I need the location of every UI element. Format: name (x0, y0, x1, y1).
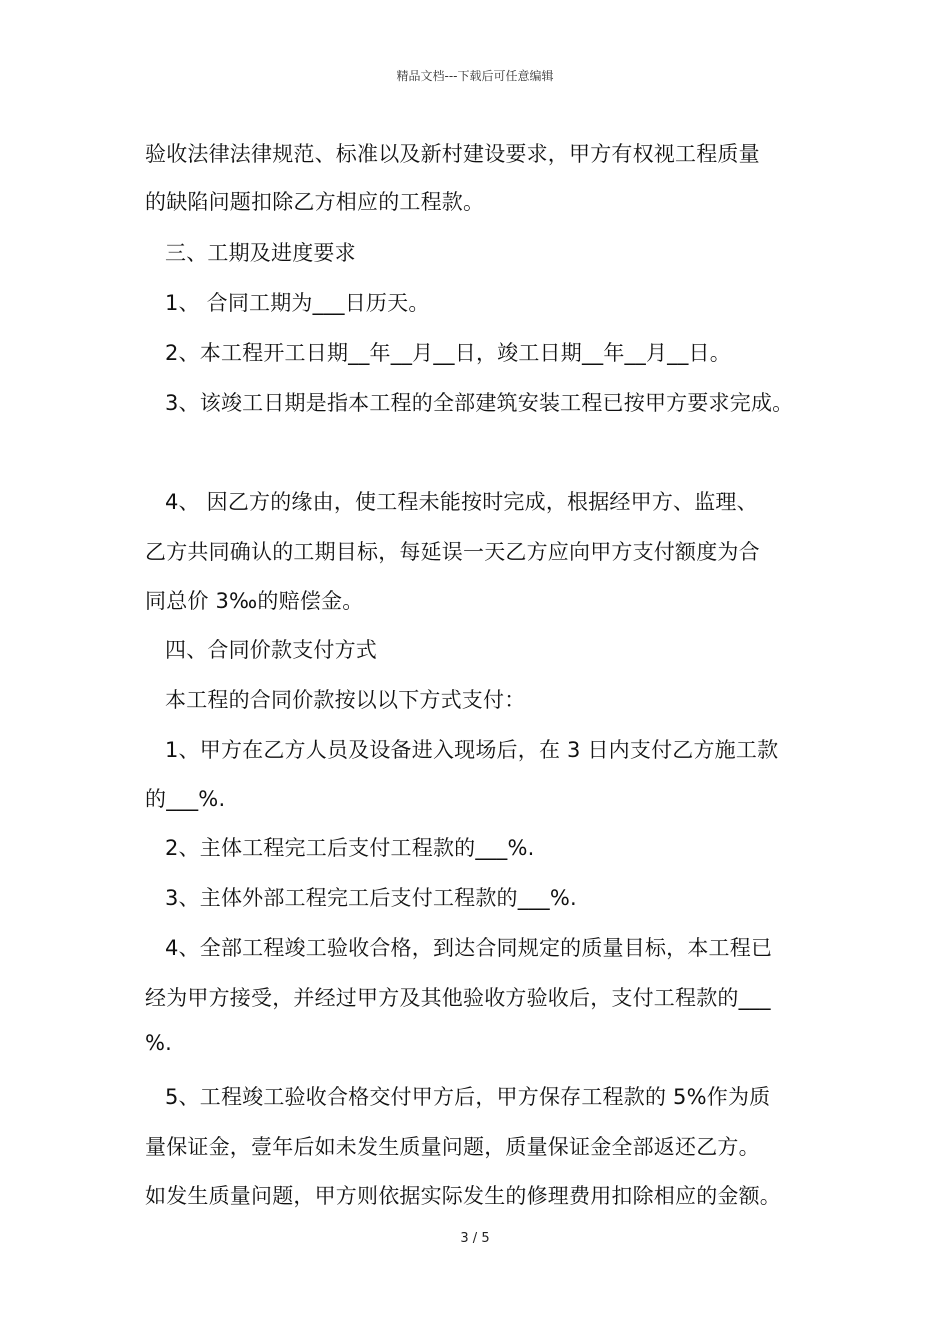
page-header: 精品文档---下载后可任意编辑 (396, 69, 554, 83)
list-item: 5、工程竣工验收合格交付甲方后，甲方保存工程款的 5%作为质 (165, 1085, 771, 1109)
paragraph-line: %. (145, 1031, 173, 1055)
list-item: 4、全部工程竣工验收合格，到达合同规定的质量目标，本工程已 (165, 936, 773, 960)
paragraph-line: 的___%. (145, 787, 226, 811)
paragraph-line: 本工程的合同价款按以以下方式支付： (165, 688, 526, 712)
list-item: 3、该竣工日期是指本工程的全部建筑安装工程已按甲方要求完成。 (165, 391, 794, 415)
paragraph-line: 验收法律法律规范、标准以及新村建设要求，甲方有权视工程质量 (145, 142, 760, 166)
paragraph-line: 的缺陷问题扣除乙方相应的工程款。 (145, 190, 485, 214)
page-number: 3 / 5 (460, 1231, 490, 1246)
list-item: 1、甲方在乙方人员及设备进入现场后，在 3 日内支付乙方施工款 (165, 738, 779, 762)
list-item: 1、 合同工期为___日历天。 (165, 291, 430, 315)
section-heading: 三、工期及进度要求 (165, 241, 356, 265)
paragraph-line: 量保证金，壹年后如未发生质量问题，质量保证金全部返还乙方。 (145, 1135, 760, 1159)
list-item: 2、本工程开工日期__年__月__日，竣工日期__年__月__日。 (165, 341, 731, 365)
list-item: 3、主体外部工程完工后支付工程款的___%. (165, 886, 577, 910)
list-item: 2、主体工程完工后支付工程款的___%. (165, 836, 535, 860)
paragraph-line: 乙方共同确认的工期目标，每延误一天乙方应向甲方支付额度为合 (145, 540, 760, 564)
paragraph-line: 同总价 3‰的赔偿金。 (145, 589, 364, 613)
paragraph-line: 经为甲方接受，并经过甲方及其他验收方验收后，支付工程款的___ (145, 986, 771, 1010)
paragraph-line: 如发生质量问题，甲方则依据实际发生的修理费用扣除相应的金额。 (145, 1184, 781, 1208)
list-item: 4、 因乙方的缘由，使工程未能按时完成，根据经甲方、监理、 (165, 490, 758, 514)
section-heading: 四、合同价款支付方式 (165, 638, 377, 662)
